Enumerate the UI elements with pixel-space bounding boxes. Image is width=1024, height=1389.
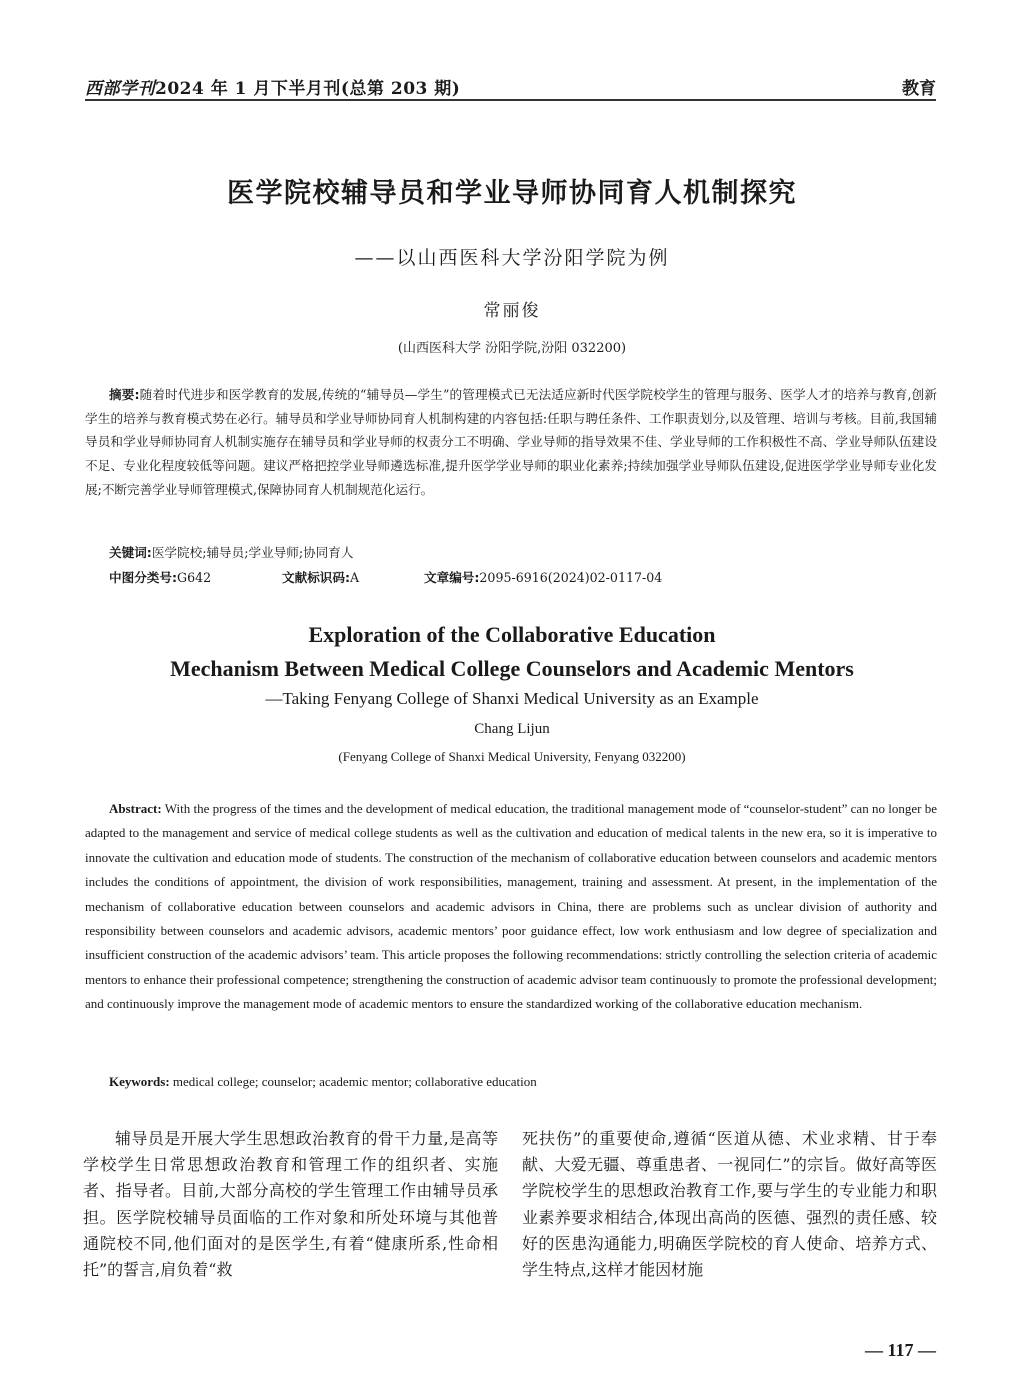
document-code [282, 567, 359, 586]
clc-label: 中图分类号: [109, 570, 178, 585]
running-header [85, 70, 936, 100]
zh-affiliation: (山西医科大学 汾阳学院,汾阳 032200) [397, 341, 627, 356]
header-rule [85, 99, 936, 101]
doc-code-label: 文献标识码: [282, 570, 351, 585]
en-abstract [85, 797, 937, 1017]
journal-logo: 西部学刊 [85, 79, 155, 99]
journal-issue: 2024 年 1 月下半月刊(总第 203 期) [155, 79, 461, 99]
body-column-left [83, 1126, 498, 1283]
section-name: 教育 [902, 79, 936, 99]
body-paragraph-continued: 死扶伤”的重要使命,遵循“医道从德、术业求精、甘于奉献、大爱无疆、尊重患者、一视同仁”的宗旨。做好高等医学院校学生的思想政治教育工作,要与学生的专业能力和职业素养要求相结合,体现出高尚的医德、强烈的责任感、较好的医患沟通能力,明确医学院校的育人使命、培养方式、学生特点,这样才能因材施 [522, 1129, 937, 1280]
en-keywords-label: Keywords: [109, 1074, 170, 1089]
clc-number [109, 567, 211, 586]
en-author: Chang Lijun [474, 721, 550, 737]
article-no-label: 文章编号: [424, 570, 480, 585]
zh-abstract [85, 383, 937, 502]
zh-keywords-label: 关键词: [109, 545, 152, 560]
article-number [424, 567, 662, 586]
zh-abstract-label: 摘要: [109, 387, 140, 402]
en-title-line1: Exploration of the Collaborative Education [308, 622, 716, 647]
doc-code-value: A [350, 570, 360, 585]
en-title-line2: Mechanism Between Medical College Counselors and Academic Mentors [170, 656, 854, 681]
zh-abstract-text: 随着时代进步和医学教育的发展,传统的“辅导员—学生”的管理模式已无法适应新时代医学院校学生的管理与服务、医学人才的培养与教育,创新学生的培养与教育模式势在必行。辅导员和学业导师协同育人机制构建的内容包括:任职与聘任条件、工作职责划分,以及管理、培训与考核。目前,我国辅导员和学业导师协同育人机制实施存在辅导员和学业导师的权责分工不明确、学业导师的指导效果不佳、学业导师的工作积极性不高、学业导师队伍建设不足、专业化程度较低等问题。建议严格把控学业导师遴选标准,提升医学学业导师的职业化素养;持续加强学业导师队伍建设,促进医学学业导师专业化发展;不断完善学业导师管理模式,保障协同育人机制规范化运行。 [85, 387, 937, 497]
journal-issue-line [85, 74, 460, 99]
clc-value: G642 [177, 570, 212, 585]
zh-subtitle: ——以山西医科大学汾阳学院为例 [354, 247, 670, 269]
article-no-value: 2095-6916(2024)02-0117-04 [479, 570, 663, 585]
zh-keywords-text: 医学院校;辅导员;学业导师;协同育人 [151, 545, 354, 560]
body-paragraph: 辅导员是开展大学生思想政治教育的骨干力量,是高等学校学生日常思想政治教育和管理工作的组织者、实施者、指导者。目前,大部分高校的学生管理工作由辅导员承担。医学院校辅导员面临的工作对象和所处环境与其他普通院校不同,他们面对的是医学生,有着“健康所系,性命相托”的誓言,肩负着“救 [83, 1129, 498, 1280]
body-column-right [522, 1126, 937, 1283]
en-keywords [109, 1074, 537, 1090]
page-number: — 117 — [864, 1340, 936, 1360]
en-keywords-text: medical college; counselor; academic mentor; collaborative education [172, 1074, 537, 1089]
zh-title: 医学院校辅导员和学业导师协同育人机制探究 [227, 178, 797, 209]
en-abstract-text: With the progress of the times and the development of medical education, the traditional management mode of “counselor-student” can no longer be adapted to the management and service of medical college students as well as the cultivation and education of medical talents in the new era, so it is imperative to innovate the cultivation and education mode of students. The construction of the mechanism of collaborative education between counselors and academic mentors includes the conditions of appointment, the division of work responsibilities, management, training and assessment. At present, in the implementation of the mechanism of collaborative education between counselors and academic advisors in China, there are problems such as unclear division of authority and responsibility between counselors and academic advisors, academic mentors’ poor guidance effect, low work enthusiasm and low degree of specialization and insufficient construction of the academic advisors’ team. This article proposes the following recommendations: strictly controlling the selection criteria of academic mentors to enhance their professional competence; strengthening the construction of academic advisor team continuously to promote the professional development; and continuously improve the management mode of academic mentors to ensure the standardized working of the collaborative education mechanism. [85, 801, 937, 1012]
en-subtitle: —Taking Fenyang College of Shanxi Medical University as an Example [265, 689, 759, 708]
en-abstract-label: Abstract: [109, 801, 162, 816]
zh-author: 常丽俊 [483, 301, 541, 321]
en-affiliation: (Fenyang College of Shanxi Medical University, Fenyang 032200) [338, 749, 686, 764]
zh-keywords [109, 542, 353, 561]
